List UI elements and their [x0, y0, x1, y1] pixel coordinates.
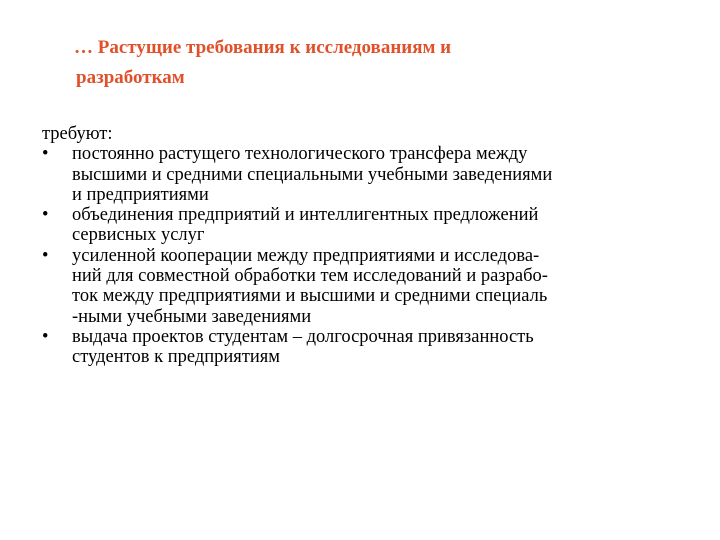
- bullet-item: [42, 327, 702, 368]
- slide-title-line: разработкам: [76, 67, 185, 88]
- bullet-line: выдача проектов студентам – долгосрочная привязанность: [72, 326, 534, 347]
- slide-title: [74, 33, 674, 93]
- bullet-icon: •: [42, 144, 49, 165]
- bullet-item: [42, 246, 702, 327]
- bullet-line: усиленной кооперации между предприятиями и исследова-: [72, 245, 540, 266]
- bullet-icon: •: [42, 245, 49, 266]
- bullet-item: [42, 205, 702, 246]
- intro-text: требуют:: [42, 124, 113, 144]
- bullet-line: студентов к предприятиям: [72, 347, 281, 368]
- bullet-line: высшими и средними специальными учебными заведениями: [72, 164, 553, 185]
- bullet-line: объединения предприятий и интеллигентных предложений: [72, 205, 539, 226]
- bullet-line: ток между предприятиями и высшими и средними специаль: [72, 286, 548, 307]
- bullet-line: постоянно растущего технологического трансфера между: [72, 144, 528, 165]
- slide-body: [42, 124, 702, 368]
- bullet-icon: •: [42, 205, 49, 226]
- bullet-icon: •: [42, 326, 49, 347]
- bullet-line: -ными учебными заведениями: [72, 306, 312, 327]
- bullet-list: [42, 144, 702, 367]
- slide-title-line: … Растущие требования к исследованиям и: [74, 37, 452, 58]
- bullet-line: сервисных услуг: [72, 225, 205, 246]
- bullet-item: [42, 144, 702, 205]
- bullet-line: ний для совместной обработки тем исследований и разрабо-: [72, 266, 548, 287]
- bullet-line: и предприятиями: [72, 184, 209, 205]
